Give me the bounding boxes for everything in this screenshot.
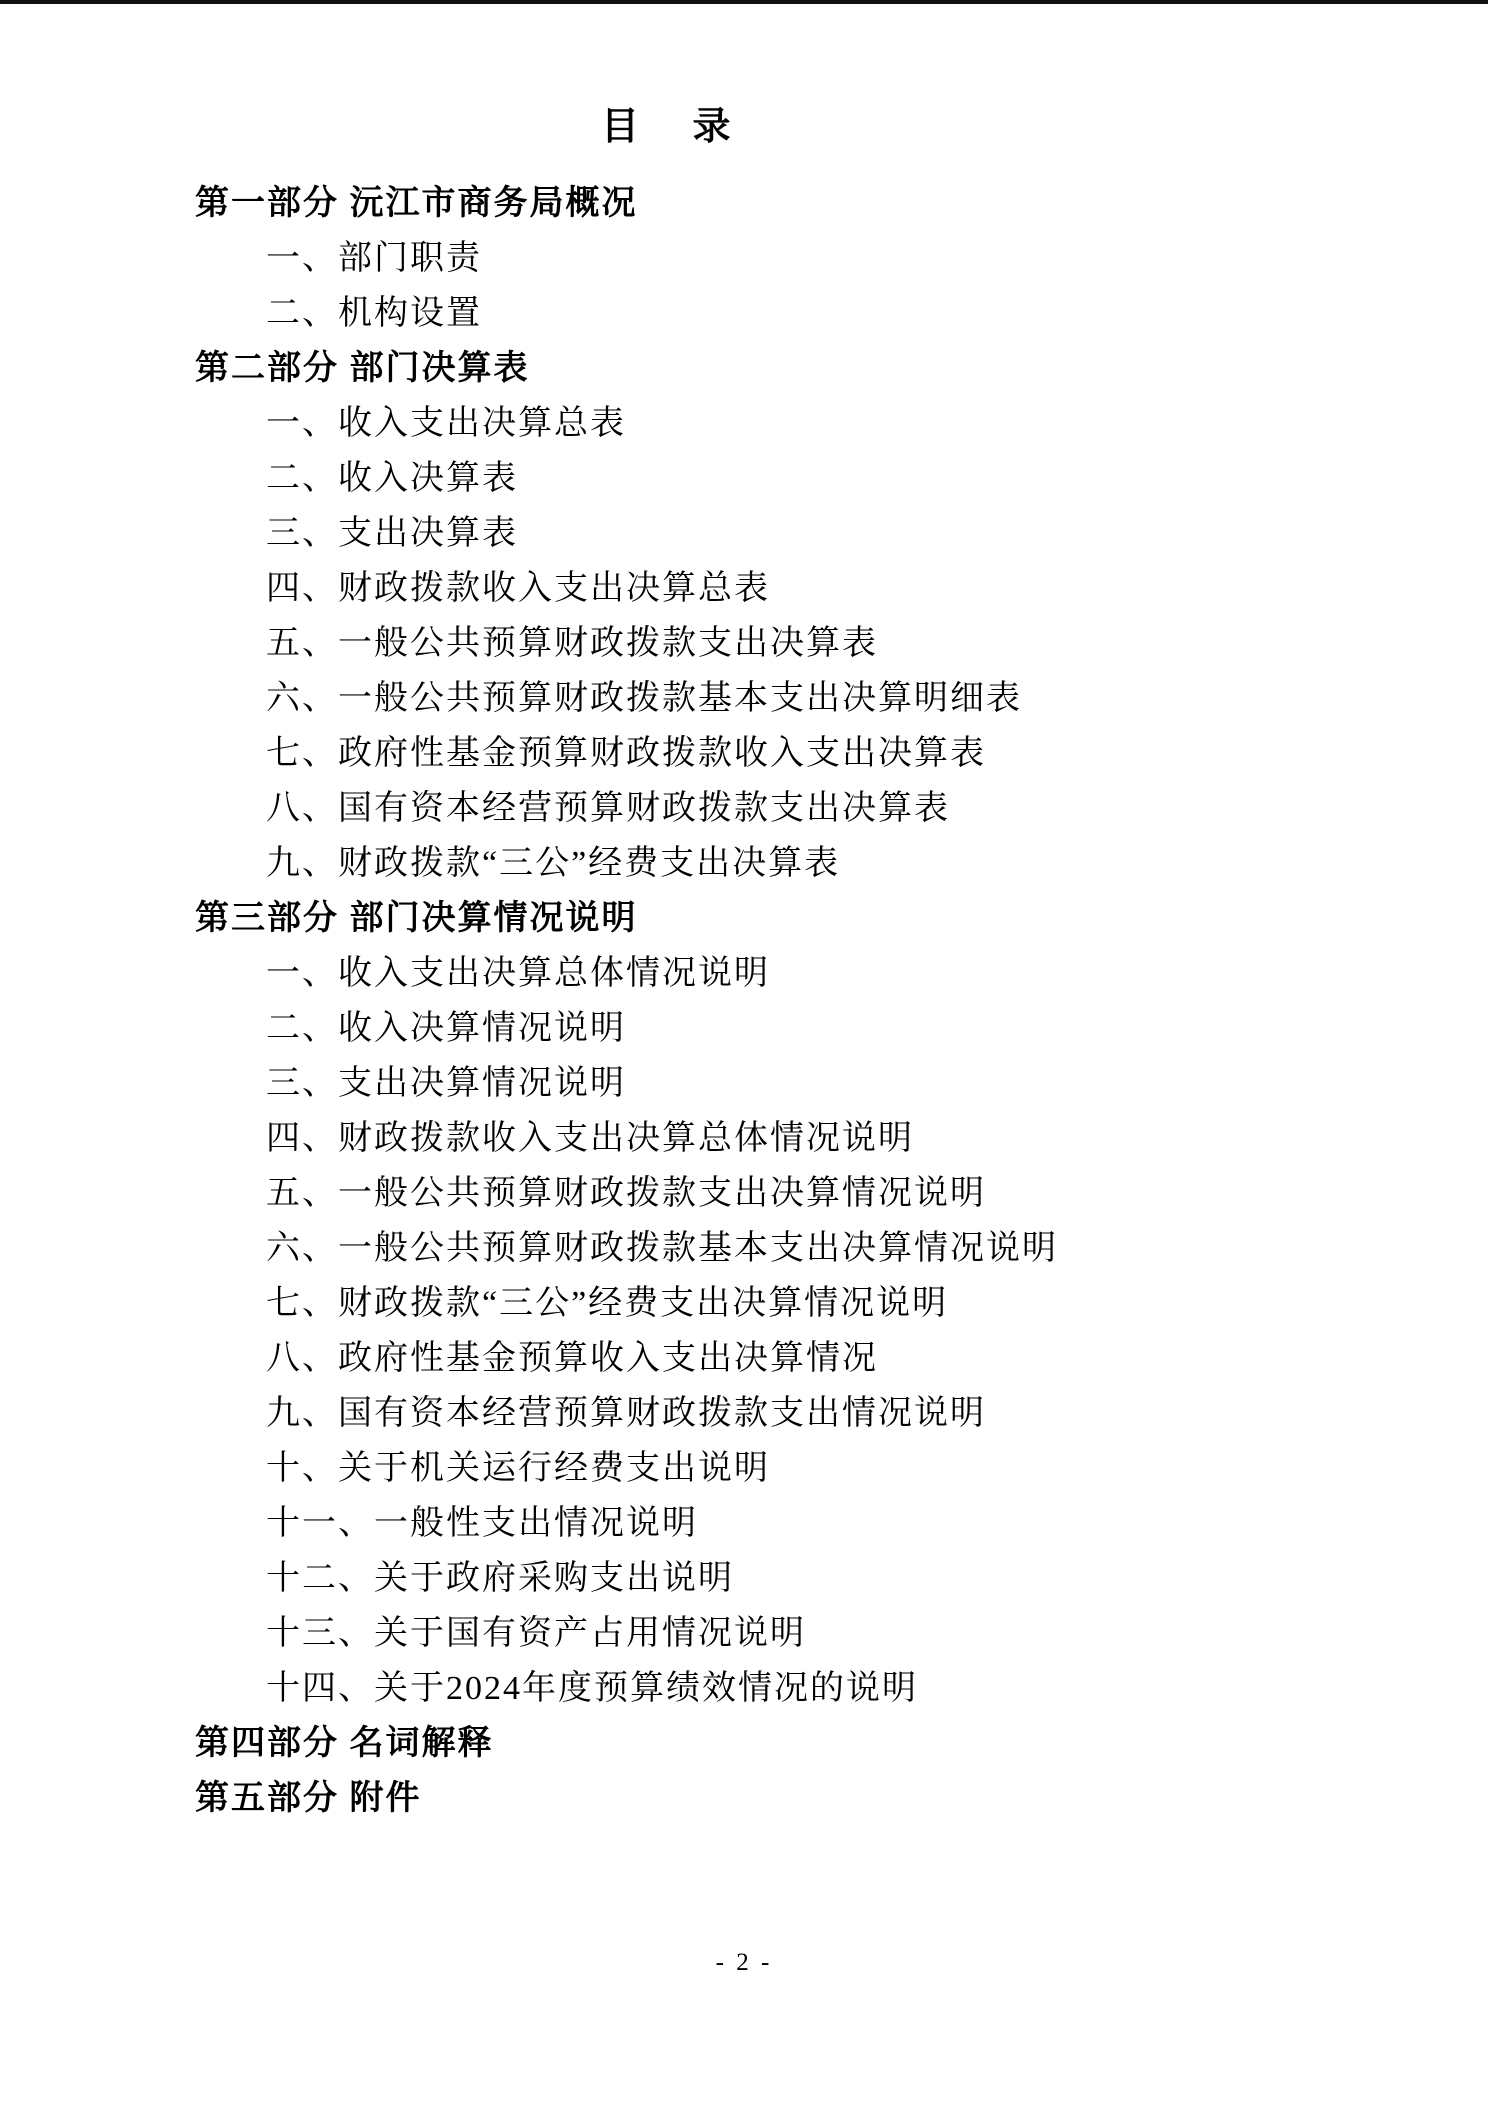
toc-item: 十二、关于政府采购支出说明 <box>266 1560 734 1597</box>
toc-list <box>195 176 1395 1826</box>
toc-item: 五、一般公共预算财政拨款支出决算情况说明 <box>266 1175 986 1212</box>
toc-item: 十三、关于国有资产占用情况说明 <box>266 1615 806 1652</box>
toc-item: 九、财政拨款“三公”经费支出决算表 <box>266 845 841 882</box>
page-title: 目 录 <box>601 106 733 148</box>
toc-item: 二、收入决算表 <box>266 460 518 497</box>
toc-item: 七、政府性基金预算财政拨款收入支出决算表 <box>266 735 986 772</box>
toc-item: 五、一般公共预算财政拨款支出决算表 <box>266 625 878 662</box>
toc-section-heading: 第三部分 部门决算情况说明 <box>195 900 638 937</box>
toc-item: 七、财政拨款“三公”经费支出决算情况说明 <box>266 1285 949 1322</box>
toc-item: 四、财政拨款收入支出决算总表 <box>266 570 770 607</box>
toc-section-heading: 第二部分 部门决算表 <box>195 350 530 387</box>
toc-item: 四、财政拨款收入支出决算总体情况说明 <box>266 1120 914 1157</box>
toc-section-heading: 第一部分 沅江市商务局概况 <box>195 185 638 222</box>
page-number: - 2 - <box>715 1949 773 1976</box>
toc-item: 二、收入决算情况说明 <box>266 1010 626 1047</box>
toc-section-heading: 第四部分 名词解释 <box>195 1725 494 1762</box>
toc-item: 二、机构设置 <box>266 295 482 332</box>
toc-item: 十、关于机关运行经费支出说明 <box>266 1450 770 1487</box>
toc-item: 八、国有资本经营预算财政拨款支出决算表 <box>266 790 950 827</box>
toc-section-heading: 第五部分 附件 <box>195 1780 422 1817</box>
toc-item: 一、收入支出决算总表 <box>266 405 626 442</box>
top-border <box>0 0 1488 4</box>
toc-item: 八、政府性基金预算收入支出决算情况 <box>266 1340 878 1377</box>
toc-item: 一、部门职责 <box>266 240 482 277</box>
toc-item: 六、一般公共预算财政拨款基本支出决算情况说明 <box>266 1230 1058 1267</box>
toc-item: 九、国有资本经营预算财政拨款支出情况说明 <box>266 1395 986 1432</box>
toc-item: 三、支出决算表 <box>266 515 518 552</box>
toc-item: 一、收入支出决算总体情况说明 <box>266 955 770 992</box>
toc-item: 三、支出决算情况说明 <box>266 1065 626 1102</box>
toc-item: 十四、关于2024年度预算绩效情况的说明 <box>266 1670 918 1707</box>
toc-item: 六、一般公共预算财政拨款基本支出决算明细表 <box>266 680 1022 717</box>
toc-item: 十一、一般性支出情况说明 <box>266 1505 698 1542</box>
